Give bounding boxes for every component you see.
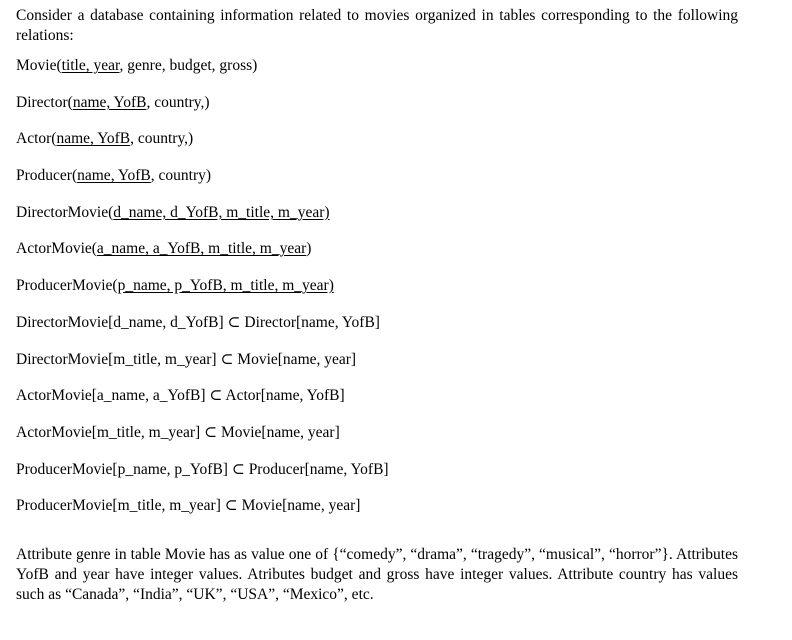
relation-producer xyxy=(16,166,738,203)
relation-name: Director( xyxy=(16,93,73,111)
inclusion-constraint: ActorMovie[a_name, a_YofB] ⊂ Actor[name, YofB] xyxy=(16,387,345,405)
relation-attributes: , country,) xyxy=(146,93,210,111)
inclusion-constraint: DirectorMovie[m_title, m_year] ⊂ Movie[name, year] xyxy=(16,350,357,368)
inclusion-constraint: ActorMovie[m_title, m_year] ⊂ Movie[name, year] xyxy=(16,423,340,441)
inclusion-constraint: ProducerMovie[m_title, m_year] ⊂ Movie[name, year] xyxy=(16,497,361,515)
relation-name: DirectorMovie( xyxy=(16,203,114,221)
relation-director xyxy=(16,93,738,130)
relation-director-movie xyxy=(16,203,738,240)
document-body xyxy=(16,6,738,605)
inclusion-constraint: DirectorMovie[d_name, d_YofB] ⊂ Director[name, YofB] xyxy=(16,313,380,331)
attribute-notes-paragraph: Attribute genre in table Movie has as value one of {“comedy”, “drama”, “tragedy”, “musical”, “horror”}. Attributes YofB and year have integer values. Atributes budget and gross have integer values. Attribute country has values such as “Canada”, “India”, “UK”, “USA”, “Mexico”, etc. xyxy=(16,545,738,603)
relation-attributes: , country,) xyxy=(130,130,194,148)
relation-key: d_name, d_YofB, m_title, m_year) xyxy=(113,203,330,221)
relation-name: Actor( xyxy=(16,130,57,148)
relation-producer-movie xyxy=(16,276,738,313)
intro-paragraph: Consider a database containing information related to movies organized in tables corresponding to the following relations: xyxy=(16,7,738,44)
relation-key: name, YofB xyxy=(77,167,151,185)
relation-attributes: , country) xyxy=(150,167,212,185)
relation-key: a_name, a_YofB, m_title, m_year xyxy=(96,240,307,258)
relation-key: title, year xyxy=(61,57,120,74)
relation-actor xyxy=(16,129,738,166)
relation-key: name, YofB xyxy=(72,93,147,111)
relation-name: ActorMovie( xyxy=(16,240,97,258)
relation-key: name, YofB xyxy=(56,130,131,148)
relation-movie xyxy=(16,56,738,93)
relation-attributes: ) xyxy=(306,240,312,258)
relation-attributes: , genre, budget, gross) xyxy=(119,57,258,74)
relation-actor-movie xyxy=(16,239,738,276)
relation-name: Movie( xyxy=(16,57,62,74)
inclusion-constraint: ProducerMovie[p_name, p_YofB] ⊂ Producer[name, YofB] xyxy=(16,460,389,478)
relation-key: p_name, p_YofB, m_title, m_year) xyxy=(117,277,334,295)
relation-name: ProducerMovie( xyxy=(16,277,118,295)
relation-name: Producer( xyxy=(16,167,78,185)
